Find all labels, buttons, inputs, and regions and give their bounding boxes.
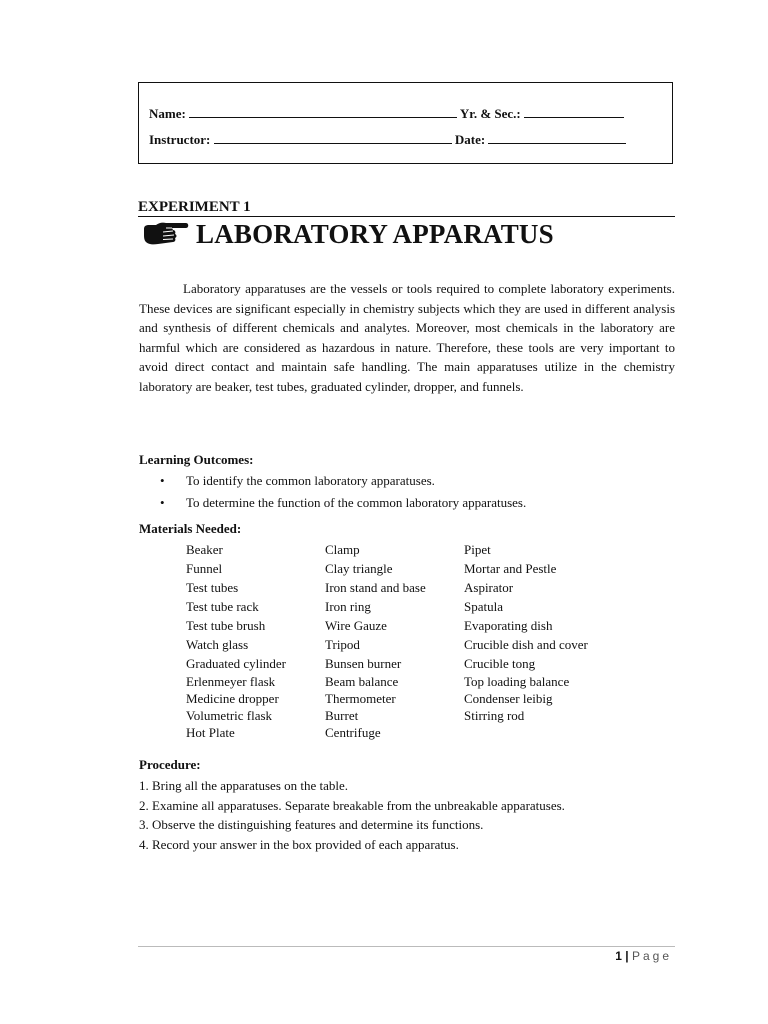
pointing-hand-icon — [142, 220, 190, 248]
material-item: Hot Plate — [186, 725, 235, 740]
material-item: Test tubes — [186, 580, 239, 595]
table-row — [186, 540, 603, 559]
page-title: LABORATORY APPARATUS — [196, 218, 554, 249]
table-row — [186, 724, 603, 741]
table-row — [186, 616, 603, 635]
material-item: Stirring rod — [464, 708, 525, 723]
material-item: Watch glass — [186, 637, 249, 652]
instructor-label: Instructor: — [149, 132, 211, 147]
material-item: Tripod — [325, 637, 360, 652]
material-item: Bunsen burner — [325, 656, 402, 671]
material-item: Condenser leibig — [464, 691, 553, 706]
name-field-line[interactable] — [189, 105, 457, 118]
material-item: Clay triangle — [325, 561, 393, 576]
yr-sec-field-line[interactable] — [524, 105, 624, 118]
material-item: Crucible tong — [464, 656, 536, 671]
table-row — [186, 597, 603, 616]
page-label: Page — [631, 949, 672, 963]
materials-table — [186, 540, 603, 741]
material-item: Crucible dish and cover — [464, 637, 588, 652]
page-footer — [615, 949, 672, 963]
learning-outcomes-heading: Learning Outcomes: — [139, 452, 254, 467]
intro-paragraph: Laboratory apparatuses are the vessels or tools required to complete laboratory experiments. These devices are significant especially in chemistry subjects which they are used in different analysis and synthesis of different chemicals and analytes. Moreover, most chemicals in the laboratory are harmful which are considered as hazardous in nature. Therefore, these tools are very important to avoid direct contact and maintain safe handling. The main apparatuses utilize in the chemistry laboratory are beaker, test tubes, graduated cylinder, dropper, and funnels. — [139, 281, 675, 394]
table-row — [186, 654, 603, 673]
material-item: Test tube brush — [186, 618, 266, 633]
material-item: Top loading balance — [464, 674, 570, 689]
material-item: Beaker — [186, 542, 223, 557]
procedure-list — [139, 776, 565, 854]
material-item — [464, 724, 603, 741]
material-item: Graduated cylinder — [186, 656, 286, 671]
student-info-box — [138, 82, 673, 164]
material-item: Volumetric flask — [186, 708, 273, 723]
table-row — [186, 635, 603, 654]
list-item: • To identify the common laboratory apparatuses. — [160, 470, 526, 492]
materials-heading: Materials Needed: — [139, 521, 242, 536]
table-row — [186, 673, 603, 690]
material-item: Erlenmeyer flask — [186, 674, 276, 689]
material-item: Medicine dropper — [186, 691, 279, 706]
page-number: 1 — [615, 949, 622, 963]
table-row — [186, 707, 603, 724]
procedure-step: 1. Bring all the apparatuses on the table. — [139, 778, 349, 793]
material-item: Clamp — [325, 542, 360, 557]
material-item: Centrifuge — [325, 725, 381, 740]
footer-separator: | — [625, 949, 629, 963]
experiment-label: EXPERIMENT 1 — [138, 199, 251, 215]
table-row — [186, 559, 603, 578]
material-item: Mortar and Pestle — [464, 561, 557, 576]
procedure-heading: Procedure: — [139, 757, 201, 772]
name-label: Name: — [149, 106, 186, 121]
learning-outcomes-list — [160, 470, 526, 514]
procedure-step: 3. Observe the distinguishing features and determine its functions. — [139, 817, 484, 832]
material-item: Spatula — [464, 599, 503, 614]
material-item: Thermometer — [325, 691, 396, 706]
material-item: Burret — [325, 708, 359, 723]
bullet-icon: • — [160, 473, 165, 488]
material-item: Wire Gauze — [325, 618, 387, 633]
procedure-step: 4. Record your answer in the box provided of each apparatus. — [139, 836, 459, 852]
info-row-instructor — [149, 131, 626, 148]
yr-sec-label: Yr. & Sec.: — [459, 106, 521, 121]
material-item: Test tube rack — [186, 599, 259, 614]
info-row-name — [149, 105, 624, 122]
material-item: Iron ring — [325, 599, 371, 614]
heading-rule — [138, 216, 675, 217]
bullet-icon: • — [160, 495, 165, 510]
procedure-step: 2. Examine all apparatuses. Separate breakable from the unbreakable apparatuses. — [139, 797, 565, 813]
material-item: Funnel — [186, 561, 223, 576]
table-row — [186, 690, 603, 707]
material-item: Evaporating dish — [464, 618, 553, 633]
material-item: Pipet — [464, 542, 491, 557]
title-row — [142, 218, 554, 250]
material-item: Beam balance — [325, 674, 399, 689]
date-field-line[interactable] — [488, 131, 626, 144]
list-item: • To determine the function of the common laboratory apparatuses. — [160, 492, 526, 514]
material-item: Iron stand and base — [325, 580, 426, 595]
date-label: Date: — [454, 132, 486, 147]
footer-rule — [138, 946, 675, 947]
material-item: Aspirator — [464, 580, 514, 595]
instructor-field-line[interactable] — [214, 131, 452, 144]
table-row — [186, 578, 603, 597]
